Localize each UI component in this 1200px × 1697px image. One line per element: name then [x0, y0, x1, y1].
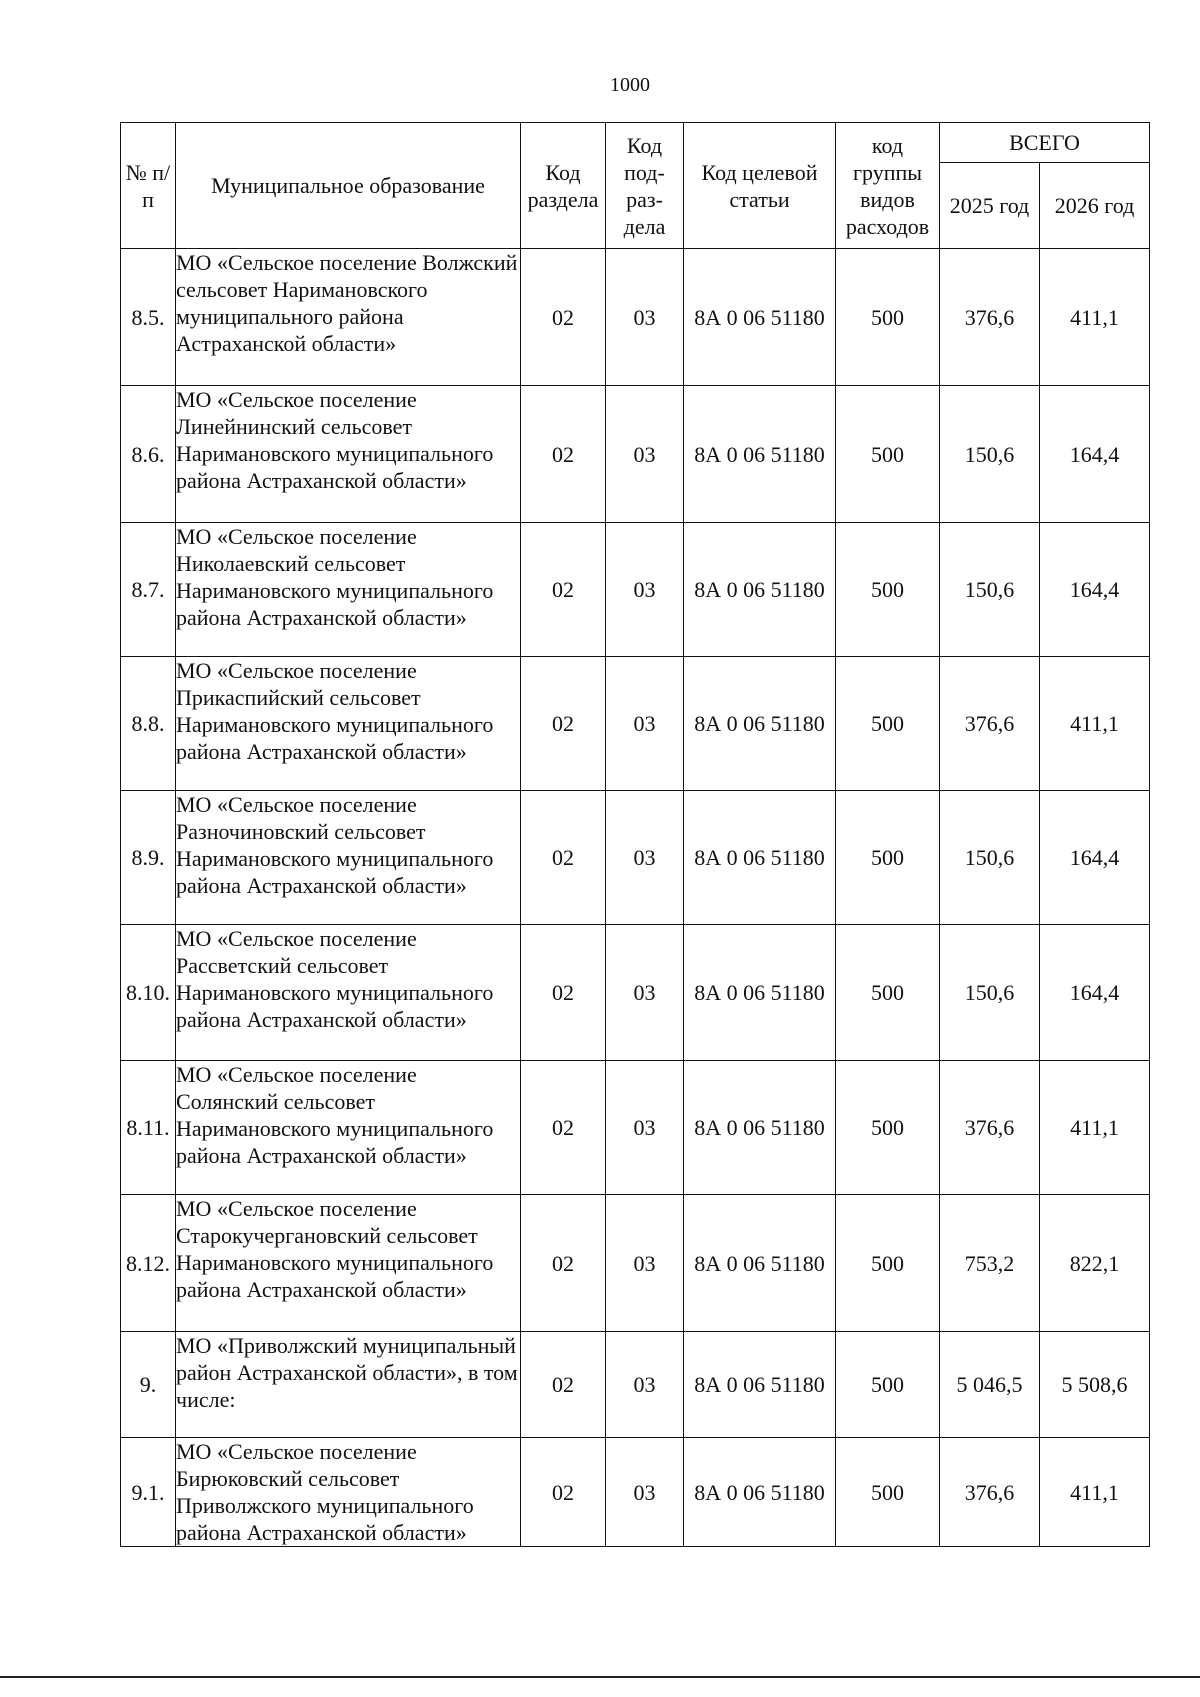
target-code: 8А 0 06 51180	[684, 1061, 836, 1195]
subsection-code: 03	[606, 1332, 684, 1438]
amount-2025: 753,2	[940, 1195, 1040, 1332]
municipality-name: МО «Сельское поселение Старокучергановский сельсовет Наримановского муниципального района Астраханской области»	[176, 1195, 521, 1332]
subsection-code: 03	[606, 1195, 684, 1332]
target-code: 8А 0 06 51180	[684, 657, 836, 791]
expense-group-code: 500	[836, 1332, 940, 1438]
table-row	[121, 249, 1150, 386]
section-code: 02	[521, 1195, 606, 1332]
header-total: ВСЕГО	[940, 123, 1150, 163]
row-number: 9.1.	[121, 1438, 176, 1547]
section-code: 02	[521, 249, 606, 386]
amount-2026: 164,4	[1040, 925, 1150, 1061]
subsection-code: 03	[606, 1438, 684, 1547]
municipality-name: МО «Сельское поселение Прикаспийский сельсовет Наримановского муниципального района Астраханской области»	[176, 657, 521, 791]
row-number: 9.	[121, 1332, 176, 1438]
table-row	[121, 791, 1150, 925]
municipality-name: МО «Сельское поселение Рассветский сельсовет Наримановского муниципального района Астраханской области»	[176, 925, 521, 1061]
amount-2025: 376,6	[940, 1061, 1040, 1195]
expense-group-code: 500	[836, 791, 940, 925]
municipality-name: МО «Сельское поселение Николаевский сельсовет Наримановского муниципального района Астраханской области»	[176, 523, 521, 657]
amount-2025: 5 046,5	[940, 1332, 1040, 1438]
header-row	[121, 123, 1150, 163]
section-code: 02	[521, 1438, 606, 1547]
header-subsection-code: Код под-раз-дела	[606, 123, 684, 249]
table-row	[121, 1195, 1150, 1332]
expense-group-code: 500	[836, 925, 940, 1061]
target-code: 8А 0 06 51180	[684, 523, 836, 657]
row-number: 8.5.	[121, 249, 176, 386]
table-body	[121, 249, 1150, 1547]
section-code: 02	[521, 925, 606, 1061]
amount-2025: 150,6	[940, 791, 1040, 925]
expense-group-code: 500	[836, 1438, 940, 1547]
header-year-2026: 2026 год	[1040, 163, 1150, 249]
target-code: 8А 0 06 51180	[684, 1438, 836, 1547]
target-code: 8А 0 06 51180	[684, 386, 836, 523]
section-code: 02	[521, 386, 606, 523]
row-number: 8.12.	[121, 1195, 176, 1332]
row-number: 8.10.	[121, 925, 176, 1061]
subsection-code: 03	[606, 523, 684, 657]
expense-group-code: 500	[836, 249, 940, 386]
municipality-name: МО «Сельское поселение Солянский сельсовет Наримановского муниципального района Астраханской области»	[176, 1061, 521, 1195]
header-num: № п/п	[121, 123, 176, 249]
amount-2026: 164,4	[1040, 791, 1150, 925]
header-year-2025: 2025 год	[940, 163, 1040, 249]
row-number: 8.6.	[121, 386, 176, 523]
subsection-code: 03	[606, 1061, 684, 1195]
amount-2026: 822,1	[1040, 1195, 1150, 1332]
target-code: 8А 0 06 51180	[684, 249, 836, 386]
expense-group-code: 500	[836, 1195, 940, 1332]
target-code: 8А 0 06 51180	[684, 791, 836, 925]
header-target-code: Код целевой статьи	[684, 123, 836, 249]
table-row	[121, 523, 1150, 657]
amount-2026: 5 508,6	[1040, 1332, 1150, 1438]
amount-2026: 164,4	[1040, 523, 1150, 657]
municipality-name: МО «Сельское поселение Волжский сельсовет Наримановского муниципального района Астраханской области»	[176, 249, 521, 386]
table-row	[121, 1332, 1150, 1438]
expense-group-code: 500	[836, 1061, 940, 1195]
row-number: 8.11.	[121, 1061, 176, 1195]
amount-2026: 411,1	[1040, 249, 1150, 386]
subsection-code: 03	[606, 791, 684, 925]
table-row	[121, 925, 1150, 1061]
amount-2025: 376,6	[940, 1438, 1040, 1547]
target-code: 8А 0 06 51180	[684, 1195, 836, 1332]
row-number: 8.8.	[121, 657, 176, 791]
amount-2025: 150,6	[940, 386, 1040, 523]
target-code: 8А 0 06 51180	[684, 925, 836, 1061]
table-row	[121, 657, 1150, 791]
table-row	[121, 386, 1150, 523]
header-municipality: Муниципальное образование	[176, 123, 521, 249]
subsection-code: 03	[606, 925, 684, 1061]
header-expense-group-code: код группы видов расходов	[836, 123, 940, 249]
table-row	[121, 1438, 1150, 1547]
expense-group-code: 500	[836, 523, 940, 657]
target-code: 8А 0 06 51180	[684, 1332, 836, 1438]
municipality-name: МО «Сельское поселение Бирюковский сельсовет Приволжского муниципального района Астраханской области»	[176, 1438, 521, 1547]
amount-2025: 376,6	[940, 249, 1040, 386]
subsection-code: 03	[606, 657, 684, 791]
page-bottom-rule	[0, 1676, 1200, 1678]
amount-2026: 411,1	[1040, 1438, 1150, 1547]
page-number: 1000	[610, 74, 650, 96]
amount-2026: 411,1	[1040, 1061, 1150, 1195]
section-code: 02	[521, 1332, 606, 1438]
expense-group-code: 500	[836, 386, 940, 523]
amount-2026: 164,4	[1040, 386, 1150, 523]
municipality-name: МО «Сельское поселение Линейнинский сельсовет Наримановского муниципального района Астраханской области»	[176, 386, 521, 523]
amount-2025: 376,6	[940, 657, 1040, 791]
budget-table	[120, 122, 1150, 1547]
amount-2026: 411,1	[1040, 657, 1150, 791]
subsection-code: 03	[606, 249, 684, 386]
row-number: 8.9.	[121, 791, 176, 925]
amount-2025: 150,6	[940, 925, 1040, 1061]
municipality-name: МО «Приволжский муниципальный район Астраханской области», в том числе:	[176, 1332, 521, 1438]
section-code: 02	[521, 791, 606, 925]
section-code: 02	[521, 523, 606, 657]
row-number: 8.7.	[121, 523, 176, 657]
section-code: 02	[521, 1061, 606, 1195]
section-code: 02	[521, 657, 606, 791]
municipality-name: МО «Сельское поселение Разночиновский сельсовет Наримановского муниципального района Астраханской области»	[176, 791, 521, 925]
amount-2025: 150,6	[940, 523, 1040, 657]
table-row	[121, 1061, 1150, 1195]
expense-group-code: 500	[836, 657, 940, 791]
header-section-code: Код раздела	[521, 123, 606, 249]
subsection-code: 03	[606, 386, 684, 523]
